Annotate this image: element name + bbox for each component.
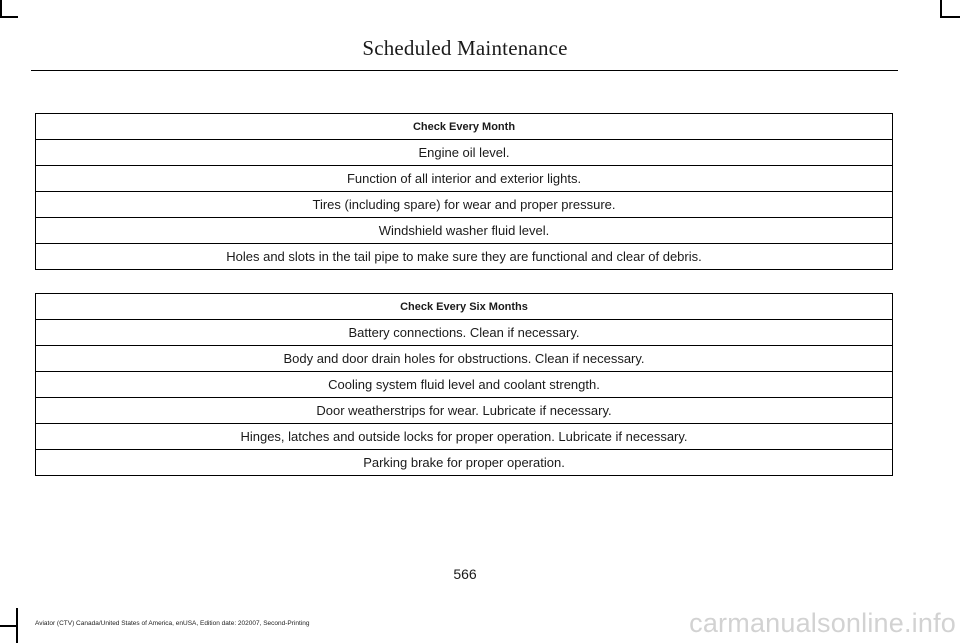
table-cell: Engine oil level. <box>36 140 893 166</box>
crop-mark-top-left <box>0 16 18 18</box>
table-cell: Cooling system fluid level and coolant strength. <box>36 372 893 398</box>
table-row <box>36 424 893 450</box>
table-heading: Check Every Six Months <box>36 294 893 320</box>
table-row <box>36 166 893 192</box>
table-row <box>36 398 893 424</box>
watermark-text: carmanualsonline.info <box>689 608 956 638</box>
page-title: Scheduled Maintenance <box>362 36 568 60</box>
six-month-checks-table <box>35 293 893 476</box>
table-heading: Check Every Month <box>36 114 893 140</box>
table-cell: Tires (including spare) for wear and proper pressure. <box>36 192 893 218</box>
edition-footer: Aviator (CTV) Canada/United States of America, enUSA, Edition date: 202007, Second-Printing <box>35 620 310 627</box>
table-cell: Hinges, latches and outside locks for proper operation. Lubricate if necessary. <box>36 424 893 450</box>
table-cell: Holes and slots in the tail pipe to make sure they are functional and clear of debris. <box>36 244 893 270</box>
table-cell: Battery connections. Clean if necessary. <box>36 320 893 346</box>
monthly-checks-table <box>35 113 893 270</box>
table-cell: Function of all interior and exterior lights. <box>36 166 893 192</box>
table-row <box>36 140 893 166</box>
crop-mark-bottom-left <box>16 608 18 643</box>
table-header-row <box>36 114 893 140</box>
table-cell: Windshield washer fluid level. <box>36 218 893 244</box>
table-header-row <box>36 294 893 320</box>
table-cell: Body and door drain holes for obstructions. Clean if necessary. <box>36 346 893 372</box>
table-row <box>36 450 893 476</box>
table-row <box>36 218 893 244</box>
table-row <box>36 372 893 398</box>
page-number: 566 <box>453 566 477 582</box>
table-row <box>36 346 893 372</box>
table-cell: Door weatherstrips for wear. Lubricate if necessary. <box>36 398 893 424</box>
title-divider <box>31 70 898 71</box>
crop-mark-top-right <box>940 16 960 18</box>
table-cell: Parking brake for proper operation. <box>36 450 893 476</box>
table-row <box>36 320 893 346</box>
table-row <box>36 192 893 218</box>
table-row <box>36 244 893 270</box>
